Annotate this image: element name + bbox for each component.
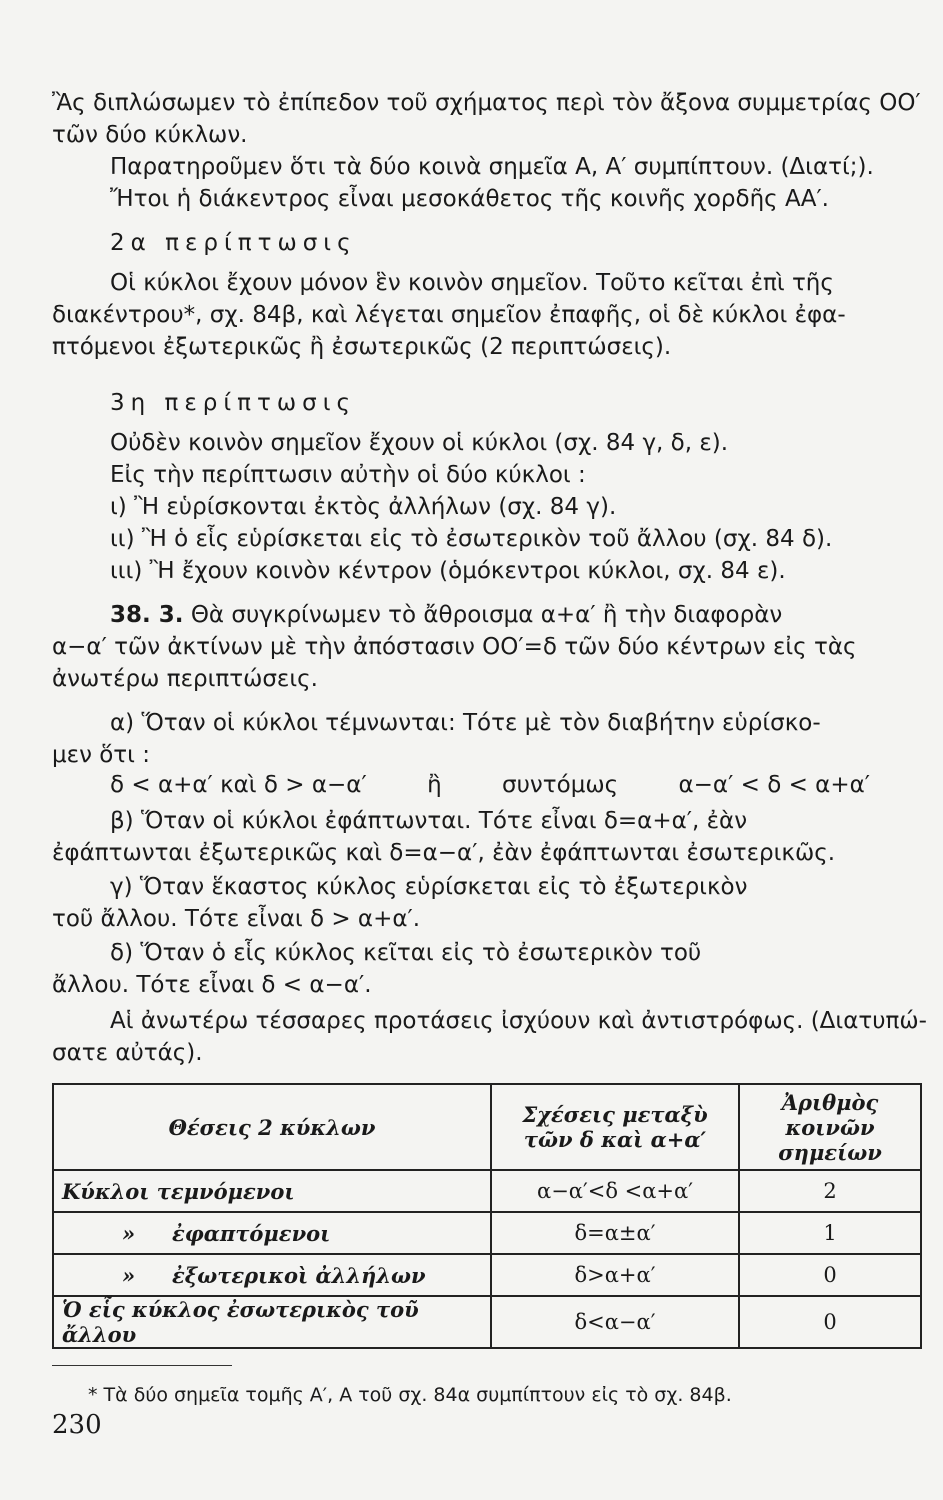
page-number: 230 <box>52 1410 102 1440</box>
text-line: Παρατηροῦμεν ὅτι τὰ δύο κοινὰ σημεῖα Α, Α′ συμπίπτουν. (Διατί;). <box>110 154 874 180</box>
header-line: τῶν δ καὶ α+α′ <box>523 1127 707 1152</box>
section-number: 38. 3. <box>110 602 184 628</box>
text-line: Οὐδὲν κοινὸν σημεῖον ἔχουν οἱ κύκλοι (σχ. 84 γ, δ, ε). <box>110 430 729 456</box>
table-row <box>53 1170 921 1212</box>
position-cell: Ὁ εἷς κύκλος ἐσωτερικὸς τοῦ ἄλλου <box>53 1296 491 1348</box>
count-cell: 1 <box>739 1212 921 1254</box>
position-cell <box>53 1212 491 1254</box>
section-line <box>110 600 930 630</box>
text-line: α) Ὅταν οἱ κύκλοι τέμνωνται: Τότε μὲ τὸν διαβήτην εὑρίσκο- <box>110 710 821 736</box>
table-header-row <box>53 1084 921 1170</box>
ditto-mark: » <box>122 1262 136 1288</box>
relation-cell: δ=α±α′ <box>491 1212 739 1254</box>
case-heading: 2α περίπτωσις <box>110 230 357 256</box>
text-line: Αἱ ἀνωτέρω τέσσαρες προτάσεις ἰσχύουν καὶ ἀντιστρόφως. (Διατυπώ- <box>110 1008 927 1034</box>
text-line: Οἱ κύκλοι ἔχουν μόνον ἓν κοινὸν σημεῖον. Τοῦτο κεῖται ἐπὶ τῆς <box>110 270 834 296</box>
text-line: μεν ὅτι : <box>52 742 150 768</box>
formula-part: συντόμως <box>502 772 619 798</box>
header-line: Σχέσεις μεταξὺ <box>522 1102 708 1127</box>
count-cell: 0 <box>739 1296 921 1348</box>
position-text: ἐξωτερικοὶ ἀλλήλων <box>172 1262 426 1288</box>
text-line: ἄλλου. Τότε εἶναι δ < α−α′. <box>52 972 372 998</box>
text-line: β) Ὅταν οἱ κύκλοι ἐφάπτωνται. Τότε εἶναι δ=α+α′, ἐὰν <box>110 808 748 834</box>
table-header <box>491 1084 739 1170</box>
formula-part: δ < α+α′ καὶ δ > α−α′ <box>110 772 367 798</box>
footnote: * Τὰ δύο σημεῖα τομῆς Α′, Α τοῦ σχ. 84α συμπίπτουν εἰς τὸ σχ. 84β. <box>88 1384 732 1406</box>
text-line: δ) Ὅταν ὁ εἷς κύκλος κεῖται εἰς τὸ ἐσωτερικὸν τοῦ <box>110 940 702 966</box>
relation-cell: α−α′<δ <α+α′ <box>491 1170 739 1212</box>
text-line: ιι) Ἢ ὁ εἷς εὑρίσκεται εἰς τὸ ἐσωτερικὸν τοῦ ἄλλου (σχ. 84 δ). <box>110 526 833 552</box>
text-line: ιιι) Ἢ ἔχουν κοινὸν κέντρον (ὁμόκεντροι κύκλοι, σχ. 84 ε). <box>110 558 786 584</box>
text-line: Εἰς τὴν περίπτωσιν αὐτὴν οἱ δύο κύκλοι : <box>110 462 586 488</box>
formula-line <box>110 770 870 800</box>
text-line: Ἤτοι ἡ διάκεντρος εἶναι μεσοκάθετος τῆς κοινῆς χορδῆς ΑΑ′. <box>110 186 829 212</box>
text-line: ἀνωτέρω περιπτώσεις. <box>52 666 318 692</box>
position-cell: Κύκλοι τεμνόμενοι <box>53 1170 491 1212</box>
text-line: γ) Ὅταν ἕκαστος κύκλος εὑρίσκεται εἰς τὸ ἐξωτερικὸν <box>110 874 748 900</box>
relation-cell: δ>α+α′ <box>491 1254 739 1296</box>
text-line: τοῦ ἄλλου. Τότε εἶναι δ > α+α′. <box>52 906 421 932</box>
relation-cell: δ<α−α′ <box>491 1296 739 1348</box>
position-text: ἐφαπτόμενοι <box>172 1220 331 1246</box>
table-header <box>739 1084 921 1170</box>
formula-part: ἢ <box>427 772 442 798</box>
table-row <box>53 1254 921 1296</box>
table-row <box>53 1296 921 1348</box>
text-line: Θὰ συγκρίνωμεν τὸ ἄθροισμα α+α′ ἢ τὴν διαφορὰν <box>190 602 783 628</box>
text-line: διακέντρου*, σχ. 84β, καὶ λέγεται σημεῖον ἐπαφῆς, οἱ δὲ κύκλοι ἐφα- <box>52 302 846 328</box>
footnote-rule <box>52 1365 232 1366</box>
header-line: Ἀριθμὸς κοινῶν <box>781 1089 879 1140</box>
circle-positions-table <box>52 1083 922 1349</box>
text-line: σατε αὐτάς). <box>52 1040 203 1066</box>
count-cell: 0 <box>739 1254 921 1296</box>
case-heading: 3η περίπτωσις <box>110 390 356 416</box>
text-line: πτόμενοι ἐξωτερικῶς ἢ ἐσωτερικῶς (2 περιπτώσεις). <box>52 334 672 360</box>
table-row <box>53 1212 921 1254</box>
text-line: α−α′ τῶν ἀκτίνων μὲ τὴν ἀπόστασιν ΟΟ′=δ τῶν δύο κέντρων εἰς τὰς <box>52 634 857 660</box>
formula-part: α−α′ < δ < α+α′ <box>678 772 870 798</box>
position-cell <box>53 1254 491 1296</box>
text-line: ι) Ἢ εὑρίσκονται ἐκτὸς ἀλλήλων (σχ. 84 γ). <box>110 494 617 520</box>
text-line: Ἂς διπλώσωμεν τὸ ἐπίπεδον τοῦ σχήματος περὶ τὸν ἄξονα συμμετρίας ΟΟ′ <box>52 90 921 116</box>
count-cell: 2 <box>739 1170 921 1212</box>
header-line: σημείων <box>778 1139 882 1165</box>
text-line: τῶν δύο κύκλων. <box>52 122 248 148</box>
ditto-mark: » <box>122 1220 136 1246</box>
text-line: ἐφάπτωνται ἐξωτερικῶς καὶ δ=α−α′, ἐὰν ἐφάπτωνται ἐσωτερικῶς. <box>52 840 836 866</box>
table-header: Θέσεις 2 κύκλων <box>53 1084 491 1170</box>
